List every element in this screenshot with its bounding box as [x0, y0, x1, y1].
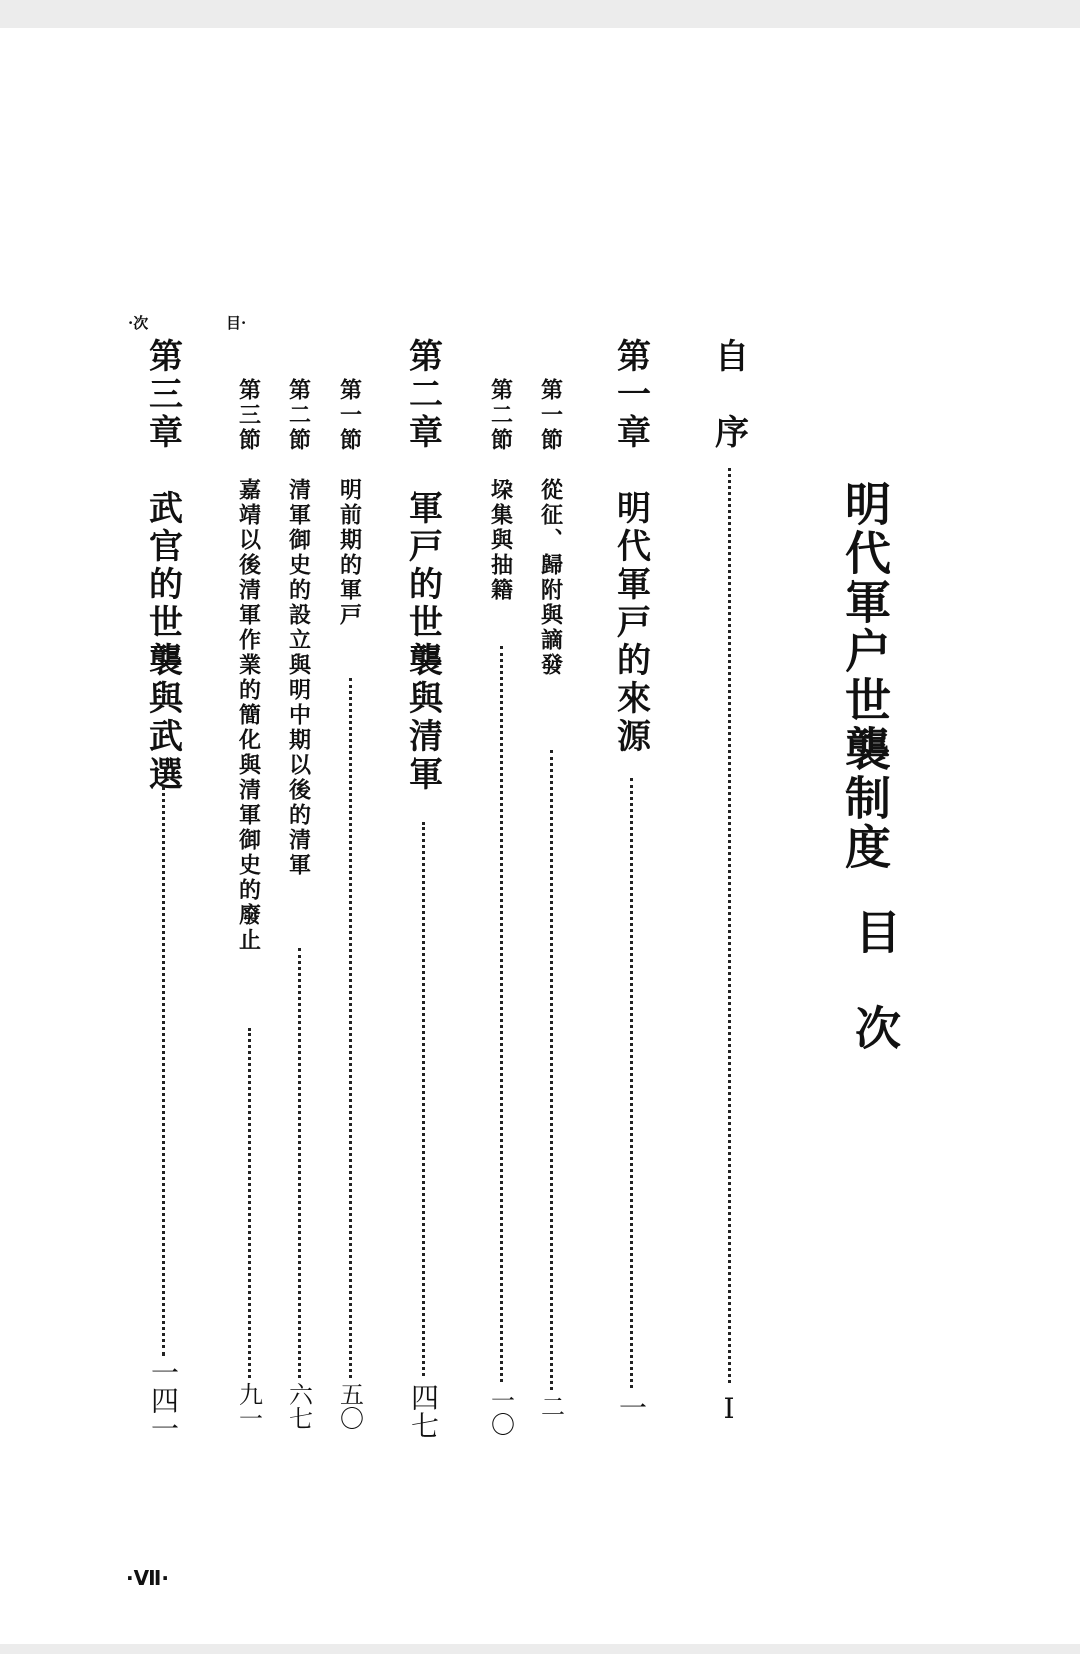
toc-entry-ch2-sec3[interactable]	[226, 378, 272, 1468]
running-header-left: ·次	[128, 314, 149, 332]
toc-entry-page: 一〇	[486, 1388, 515, 1436]
toc-leader-dots	[630, 778, 633, 1388]
toc-entry-label: 第一章 明代軍戸的來源	[610, 338, 651, 756]
book-page	[0, 28, 1080, 1644]
toc-entry-page: 五〇	[335, 1382, 364, 1430]
toc-leader-dots	[728, 468, 731, 1383]
toc-entry-page: 九一	[234, 1382, 263, 1430]
toc-entry-label: 第一節 從征、歸附與謫發	[537, 378, 564, 678]
toc-entry-ch1-sec1[interactable]	[528, 378, 574, 1468]
toc-leader-dots	[248, 1028, 251, 1378]
toc-entry-ch2-sec1[interactable]	[327, 378, 373, 1468]
toc-leader-dots	[550, 750, 553, 1390]
toc-entry-label: 第二節 垜集與抽籍	[487, 378, 514, 603]
toc-entry-page: 一四一	[147, 1358, 180, 1442]
toc-entry-page: 二	[536, 1394, 565, 1418]
toc-entry-page: 一	[615, 1393, 648, 1421]
toc-entry-page: 六七	[284, 1382, 313, 1430]
toc-entry-chapter-3[interactable]	[140, 338, 186, 1468]
book-title: 明代軍户世襲制度	[838, 480, 892, 872]
toc-heading: 目次	[848, 908, 902, 1100]
viewer-top-bar	[0, 0, 1080, 28]
toc-entry-chapter-2[interactable]	[400, 338, 446, 1468]
toc-entry-page: Ⅰ	[712, 1392, 746, 1425]
toc-entry-label: 第三章 武官的世襲與武選	[142, 338, 183, 794]
toc-entry-label: 第一節 明前期的軍戸	[336, 378, 363, 628]
toc-entry-label: 自 序	[708, 338, 749, 452]
toc-entry-label: 第三節 嘉靖以後清軍作業的簡化與清軍御史的廢止	[235, 378, 262, 953]
running-header-right: 目·	[226, 314, 247, 332]
toc-leader-dots	[500, 646, 503, 1382]
toc-entry-ch1-sec2[interactable]	[478, 378, 524, 1468]
toc-entry-chapter-1[interactable]	[608, 338, 654, 1468]
toc-entry-preface[interactable]	[706, 338, 752, 1468]
toc-entry-page: 四七	[407, 1383, 440, 1439]
toc-leader-dots	[298, 948, 301, 1378]
viewer-bottom-bar	[0, 1644, 1080, 1654]
toc-entry-ch2-sec2[interactable]	[276, 378, 322, 1468]
toc-leader-dots	[422, 822, 425, 1376]
toc-entry-label: 第二節 清軍御史的設立與明中期以後的清軍	[285, 378, 312, 878]
toc-entry-label: 第二章 軍戸的世襲與清軍	[402, 338, 443, 794]
toc-leader-dots	[162, 786, 165, 1356]
page-number: ·Ⅶ·	[126, 1566, 169, 1590]
toc-leader-dots	[349, 678, 352, 1378]
